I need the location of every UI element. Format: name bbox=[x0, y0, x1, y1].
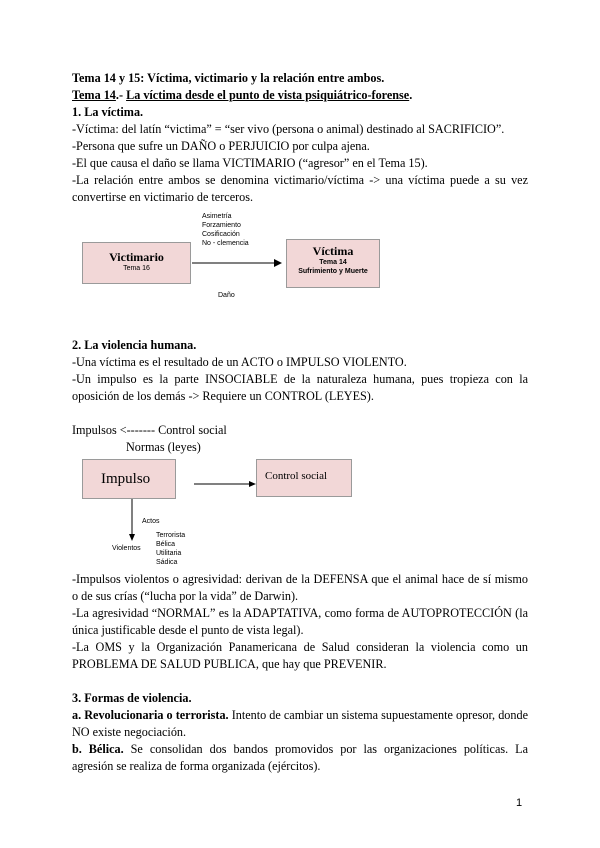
victima-title: Víctima bbox=[312, 244, 354, 258]
section3-heading: 3. Formas de violencia. bbox=[72, 691, 192, 705]
relation-arrow bbox=[192, 258, 282, 268]
victimario-title: Victimario bbox=[109, 250, 164, 264]
s1-paragraph: -Víctima: del latín “victima” = “ser vivo (persona o animal) destinado al SACRIFICIO”. bbox=[72, 122, 505, 136]
form-b bbox=[72, 741, 528, 775]
violence-type: Bélica bbox=[156, 541, 176, 548]
s2-paragraph: -Un impulso es la parte INSOCIABLE de la naturaleza humana, pues tropieza con la oposición de los demás -> Requiere un CONTROL (LEYES). bbox=[72, 372, 528, 403]
violence-type: Utilitaria bbox=[156, 550, 182, 557]
form-a-text: Intento de cambiar un sistema supuestamente opresor, donde NO existe negociación. bbox=[72, 708, 528, 739]
s1-paragraph: -El que causa el daño se llama VICTIMARIO (“agresor” en el Tema 15). bbox=[72, 156, 428, 170]
down-arrow bbox=[128, 499, 136, 541]
doc-subtitle bbox=[72, 87, 528, 104]
normas-line: Normas (leyes) bbox=[126, 440, 201, 454]
relation-label: No - clemencia bbox=[202, 240, 249, 247]
violence-types bbox=[156, 531, 185, 567]
section1-heading: 1. La víctima. bbox=[72, 105, 144, 119]
actos-label: Actos bbox=[142, 518, 160, 525]
s2b-paragraph: -La agresividad “NORMAL” es la ADAPTATIVA, como forma de AUTOPROTECCIÓN (la única justificable desde el punto de vista legal). bbox=[72, 606, 528, 637]
victima-sub2: Sufrimiento y Muerte bbox=[298, 268, 368, 275]
control-social-box bbox=[256, 459, 352, 497]
doc-title: Tema 14 y 15: Víctima, victimario y la relación entre ambos. bbox=[72, 71, 385, 85]
relation-labels bbox=[202, 212, 282, 248]
subtitle-text: La víctima desde el punto de vista psiquiátrico-forense bbox=[126, 88, 410, 102]
page-number: 1 bbox=[516, 797, 523, 809]
impulso-label: Impulso bbox=[101, 471, 151, 487]
dano-label: Daño bbox=[218, 292, 235, 299]
victimario-sub: Tema 16 bbox=[123, 265, 150, 272]
impulso-control-diagram bbox=[72, 456, 528, 571]
relation-label: Asimetría bbox=[202, 213, 232, 220]
s2-paragraph: -Una víctima es el resultado de un ACTO o IMPULSO VIOLENTO. bbox=[72, 355, 407, 369]
impulsos-line: Impulsos <------- Control social bbox=[72, 423, 227, 437]
violence-type: Sádica bbox=[156, 559, 178, 566]
victima-sub1: Tema 14 bbox=[319, 259, 347, 266]
impulso-box bbox=[82, 459, 176, 499]
control-social-label: Control social bbox=[265, 470, 328, 482]
form-a bbox=[72, 707, 528, 741]
form-b-label: b. Bélica. bbox=[72, 742, 124, 756]
victima-box bbox=[286, 239, 380, 288]
s2b-paragraph: -La OMS y la Organización Panamericana de Salud consideran la violencia como un PROBLEMA DE SALUD PUBLICA, que hay que PREVENIR. bbox=[72, 640, 528, 671]
relation-label: Cosificación bbox=[202, 231, 240, 238]
section2-heading: 2. La violencia humana. bbox=[72, 338, 197, 352]
impulso-to-control-arrow bbox=[194, 480, 256, 488]
form-b-text: Se consolidan dos bandos promovidos por las organizaciones políticas. La agresión se realiza de forma organizada (ejércitos). bbox=[72, 742, 528, 773]
s1-paragraph: -La relación entre ambos se denomina victimario/víctima -> una víctima puede a su vez convertirse en victimario de terceros. bbox=[72, 173, 528, 204]
subtitle-end: . bbox=[409, 88, 413, 102]
victimario-victima-diagram bbox=[72, 212, 528, 337]
victimario-box bbox=[82, 242, 191, 284]
s2b-paragraph: -Impulsos violentos o agresividad: derivan de la DEFENSA que el animal hace de sí mismo o de sus crías (“lucha por la vida” de Darwin). bbox=[72, 572, 528, 603]
s1-paragraph: -Persona que sufre un DAÑO o PERJUICIO por culpa ajena. bbox=[72, 139, 370, 153]
relation-label: Forzamiento bbox=[202, 222, 241, 229]
subtitle-dash: .- bbox=[115, 88, 127, 102]
form-a-label: a. Revolucionaria o terrorista. bbox=[72, 708, 229, 722]
violentos-label: Violentos bbox=[112, 545, 141, 552]
document-body bbox=[72, 70, 528, 775]
subtitle-topic: Tema 14 bbox=[72, 88, 116, 102]
violence-type: Terrorista bbox=[156, 532, 186, 539]
